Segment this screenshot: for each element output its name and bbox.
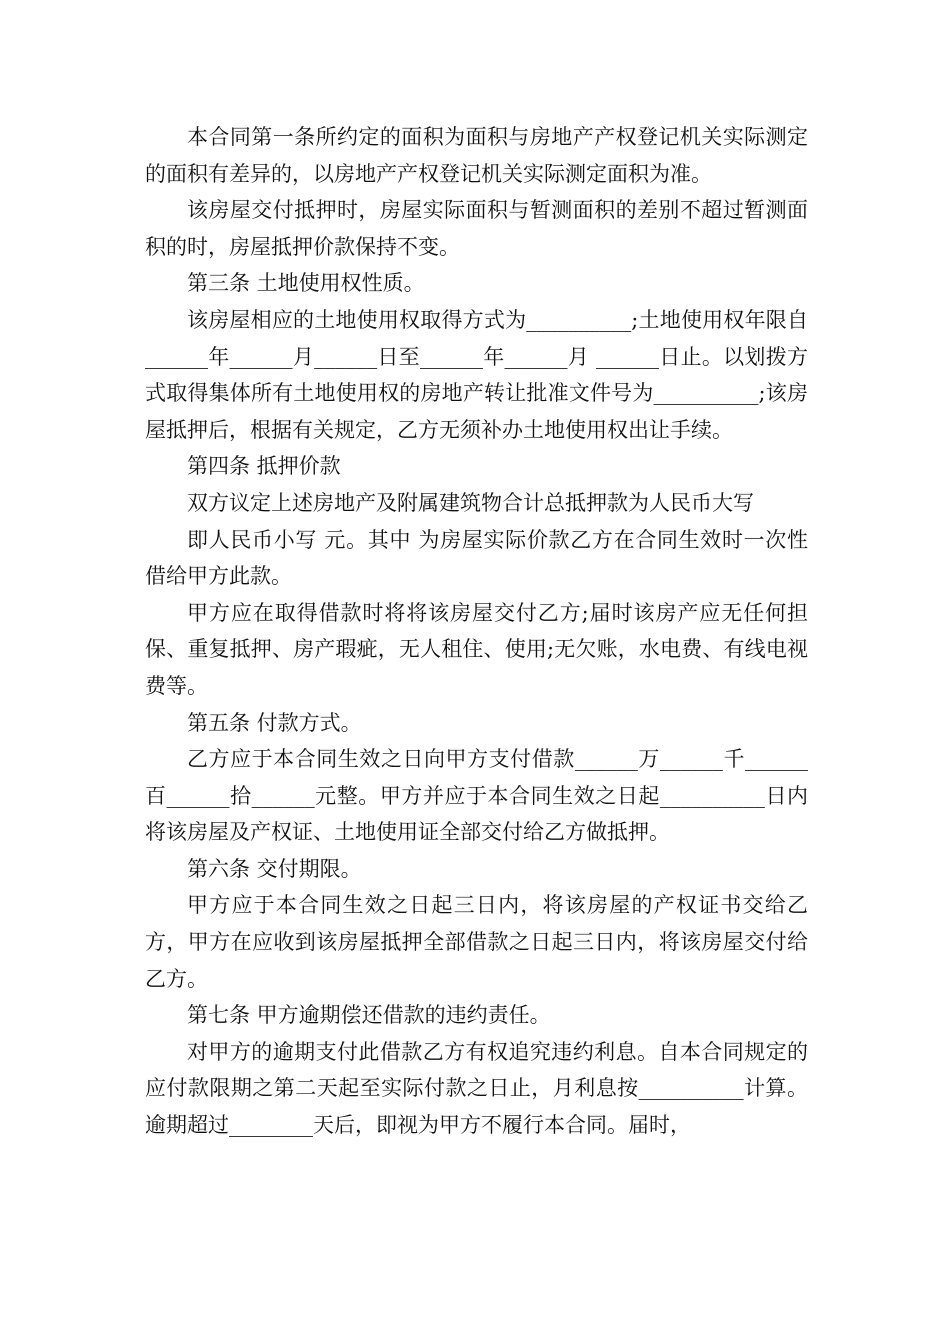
paragraph-default-liability: 对甲方的逾期支付此借款乙方有权追究违约利息。自本合同规定的应付款限期之第二天起至实际付款之日止，月利息按__________计算。逾期超过________天后，即视为甲方不履行本合同。届时， (145, 1039, 808, 1138)
paragraph-price-lowercase: 即人民币小写 元。其中 为房屋实际价款乙方在合同生效时一次性借给甲方此款。 (145, 527, 808, 589)
paragraph-delivery-conditions: 甲方应在取得借款时将将该房屋交付乙方;届时该房产应无任何担保、重复抵押、房产瑕疵，无人租住、使用;无欠账，水电费、有线电视费等。 (145, 600, 808, 698)
document-body (145, 119, 808, 1144)
heading-article-7: 第七条 甲方逾期偿还借款的违约责任。 (187, 1003, 551, 1028)
paragraph-area-clause: 本合同第一条所约定的面积为面积与房地产产权登记机关实际测定的面积有差异的，以房地产产权登记机关实际测定面积为准。 (145, 125, 808, 186)
paragraph-area-tolerance: 该房屋交付抵押时，房屋实际面积与暂测面积的差别不超过暂测面积的时，房屋抵押价款保持不变。 (145, 198, 808, 259)
heading-article-4: 第四条 抵押价款 (187, 454, 341, 479)
paragraph-price-uppercase: 双方议定上述房地产及附属建筑物合计总抵押款为人民币大写 (187, 490, 754, 515)
paragraph-payment-method: 乙方应于本合同生效之日向甲方支付借款______万______千______百______拾______元整。甲方并应于本合同生效之日起__________日内将该房屋及产权证、土地使用证全部交付给乙方做抵押。 (145, 747, 808, 845)
heading-article-6: 第六条 交付期限。 (187, 856, 362, 881)
heading-article-5: 第五条 付款方式。 (187, 710, 362, 735)
heading-article-3: 第三条 土地使用权性质。 (187, 271, 425, 296)
paragraph-land-use-right: 该房屋相应的土地使用权取得方式为__________;土地使用权年限自______年______月______日至______年______月 ______日止。以划拨方式取得集体所有土地使用权的房地产转让批准文件号为__________;该房屋抵押后，根据有关规定，乙方无须补办土地使用权出让手续。 (145, 307, 808, 442)
paragraph-delivery-deadline: 甲方应于本合同生效之日起三日内，将该房屋的产权证书交给乙方，甲方在应收到该房屋抵押全部借款之日起三日内，将该房屋交付给乙方。 (145, 893, 808, 991)
